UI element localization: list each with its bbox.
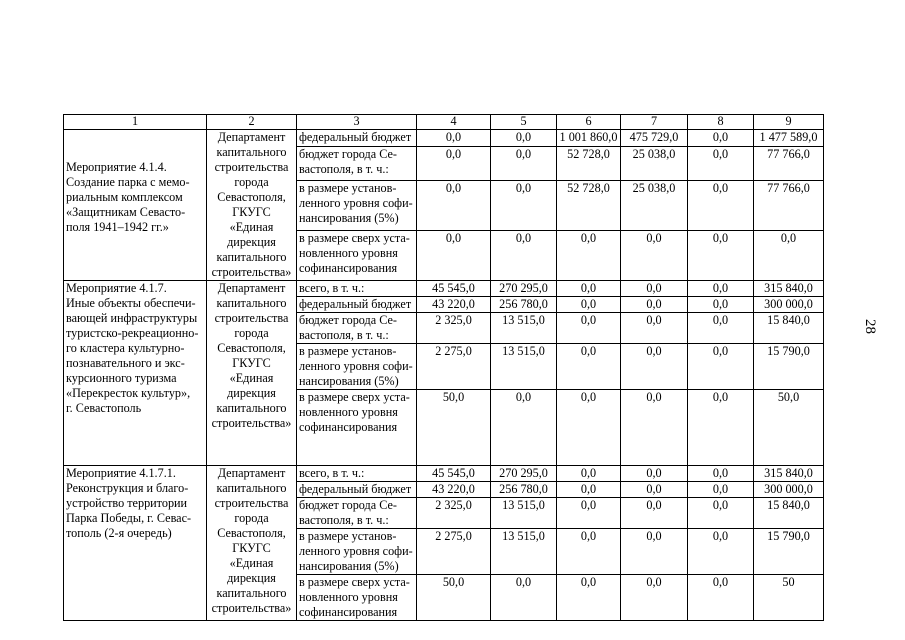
- department-line: ГКУГС «Единая: [229, 356, 274, 385]
- event-line: Мероприятие 4.1.7.: [66, 281, 167, 295]
- amount-cell: 52 728,0: [557, 147, 621, 181]
- amount-cell: 0,0: [688, 147, 754, 181]
- funding-source-line: бюджет города Се-: [299, 313, 397, 327]
- column-number: 5: [491, 115, 557, 130]
- department-line: Севастополя,: [217, 341, 286, 355]
- funding-source-line: новленного уровня: [299, 246, 398, 261]
- amount-cell: 0,0: [417, 181, 491, 231]
- funding-source-line: вастополя, в т. ч.:: [299, 328, 389, 342]
- event-line: го кластера культурно-: [66, 341, 185, 355]
- amount-cell: 15 790,0: [754, 344, 824, 390]
- amount-cell: 2 275,0: [417, 529, 491, 575]
- amount-cell: 256 780,0: [491, 482, 557, 498]
- amount-cell: 0,0: [557, 466, 621, 482]
- amount-cell: 0,0: [557, 281, 621, 297]
- department-line: Севастополя,: [217, 526, 286, 540]
- department-cell: [207, 130, 297, 281]
- amount-cell: 0,0: [621, 466, 688, 482]
- department-line: строительства: [214, 160, 289, 174]
- funding-source-cell: [297, 529, 417, 575]
- funding-source-cell: [297, 344, 417, 390]
- amount-cell: 50,0: [754, 390, 824, 466]
- amount-cell: 0,0: [621, 281, 688, 297]
- department-cell: [207, 466, 297, 621]
- column-number: 7: [621, 115, 688, 130]
- department-line: ГКУГС «Единая: [229, 205, 274, 234]
- department-line: капитального: [216, 586, 287, 600]
- event-line: тополь (2-я очередь): [66, 526, 172, 540]
- amount-cell: 15 840,0: [754, 498, 824, 529]
- funding-source-cell: [297, 281, 417, 297]
- amount-cell: 15 790,0: [754, 529, 824, 575]
- funding-source-cell: [297, 575, 417, 621]
- amount-cell: 0,0: [621, 297, 688, 313]
- amount-cell: 0,0: [688, 231, 754, 281]
- amount-cell: 45 545,0: [417, 466, 491, 482]
- amount-cell: 0,0: [557, 344, 621, 390]
- table-row: [64, 130, 824, 147]
- column-number: 4: [417, 115, 491, 130]
- amount-cell: 50,0: [417, 575, 491, 621]
- department-line: города: [234, 175, 269, 189]
- funding-source-cell: [297, 482, 417, 498]
- funding-source-cell: [297, 313, 417, 344]
- event-line: вающей инфраструктуры: [66, 311, 198, 325]
- amount-cell: 0,0: [417, 130, 491, 147]
- funding-source-cell: [297, 130, 417, 147]
- amount-cell: 0,0: [557, 482, 621, 498]
- funding-source-line: ленного уровня софи-: [299, 196, 413, 211]
- funding-source-line: в размере сверх уста-: [299, 231, 410, 246]
- amount-cell: 0,0: [557, 390, 621, 466]
- amount-cell: 0,0: [688, 130, 754, 147]
- event-line: Мероприятие 4.1.4.: [66, 160, 167, 174]
- amount-cell: 0,0: [621, 313, 688, 344]
- funding-source-line: бюджет города Се-: [299, 147, 397, 162]
- column-number: 2: [207, 115, 297, 130]
- amount-cell: 0,0: [491, 390, 557, 466]
- amount-cell: 13 515,0: [491, 529, 557, 575]
- department-line: строительства»: [211, 416, 292, 430]
- event-cell: [64, 466, 207, 621]
- event-cell: [64, 281, 207, 466]
- department-line: строительства: [214, 311, 289, 325]
- amount-cell: 0,0: [621, 482, 688, 498]
- department-line: Севастополя,: [217, 190, 286, 204]
- department-line: Департамент: [217, 130, 286, 144]
- page-number: 28: [862, 319, 878, 334]
- department-line: строительства»: [211, 601, 292, 615]
- amount-cell: 43 220,0: [417, 297, 491, 313]
- funding-source-line: новленного уровня: [299, 405, 398, 419]
- event-line: Реконструкция и благо-: [66, 481, 189, 495]
- amount-cell: 0,0: [621, 390, 688, 466]
- amount-cell: 0,0: [621, 498, 688, 529]
- column-number: 9: [754, 115, 824, 130]
- table-body: [64, 115, 824, 621]
- amount-cell: 0,0: [621, 575, 688, 621]
- funding-source-line: ленного уровня софи-: [299, 359, 413, 373]
- funding-source-line: федеральный бюджет: [299, 130, 412, 144]
- amount-cell: 45 545,0: [417, 281, 491, 297]
- amount-cell: 0,0: [491, 575, 557, 621]
- event-line: Иные объекты обеспечи-: [66, 296, 196, 310]
- column-number-row: [64, 115, 824, 130]
- amount-cell: 0,0: [557, 498, 621, 529]
- amount-cell: 0,0: [688, 390, 754, 466]
- amount-cell: 0,0: [688, 181, 754, 231]
- funding-source-line: ленного уровня софи-: [299, 544, 413, 558]
- funding-source-line: в размере сверх уста-: [299, 390, 410, 404]
- department-line: ГКУГС «Единая: [229, 541, 274, 570]
- funding-source-line: вастополя, в т. ч.:: [299, 162, 389, 177]
- funding-source-line: в размере установ-: [299, 529, 397, 543]
- amount-cell: 0,0: [688, 297, 754, 313]
- department-line: капитального: [216, 250, 287, 264]
- funding-source-cell: [297, 390, 417, 466]
- funding-source-cell: [297, 147, 417, 181]
- amount-cell: 315 840,0: [754, 466, 824, 482]
- event-line: Создание парка с мемо-: [66, 175, 190, 189]
- funding-source-cell: [297, 466, 417, 482]
- funding-source-line: софинансирования: [299, 420, 398, 434]
- department-line: капитального: [216, 401, 287, 415]
- amount-cell: 256 780,0: [491, 297, 557, 313]
- event-line: г. Севастополь: [66, 401, 142, 415]
- amount-cell: 0,0: [688, 575, 754, 621]
- amount-cell: 15 840,0: [754, 313, 824, 344]
- amount-cell: 0,0: [417, 231, 491, 281]
- amount-cell: 13 515,0: [491, 498, 557, 529]
- event-line: Мероприятие 4.1.7.1.: [66, 466, 176, 480]
- amount-cell: 1 477 589,0: [754, 130, 824, 147]
- amount-cell: 0,0: [557, 575, 621, 621]
- amount-cell: 0,0: [557, 529, 621, 575]
- amount-cell: 0,0: [621, 231, 688, 281]
- amount-cell: 25 038,0: [621, 181, 688, 231]
- amount-cell: 0,0: [688, 529, 754, 575]
- funding-source-cell: [297, 498, 417, 529]
- department-line: Департамент: [217, 466, 286, 480]
- amount-cell: 315 840,0: [754, 281, 824, 297]
- amount-cell: 50: [754, 575, 824, 621]
- funding-source-line: федеральный бюджет: [299, 482, 412, 496]
- funding-source-line: софинансирования: [299, 605, 398, 619]
- column-number: 6: [557, 115, 621, 130]
- amount-cell: 0,0: [688, 313, 754, 344]
- department-line: капитального: [216, 145, 287, 159]
- amount-cell: 2 275,0: [417, 344, 491, 390]
- amount-cell: 1 001 860,0: [557, 130, 621, 147]
- department-line: дирекция: [227, 235, 276, 249]
- column-number: 8: [688, 115, 754, 130]
- event-line: Парка Победы, г. Севас-: [66, 511, 192, 525]
- table-row: [64, 281, 824, 297]
- funding-source-line: нансирования (5%): [299, 559, 399, 573]
- funding-source-line: в размере установ-: [299, 344, 397, 358]
- amount-cell: 0,0: [688, 344, 754, 390]
- department-line: строительства: [214, 496, 289, 510]
- amount-cell: 0,0: [557, 297, 621, 313]
- amount-cell: 0,0: [417, 147, 491, 181]
- amount-cell: 43 220,0: [417, 482, 491, 498]
- amount-cell: 0,0: [754, 231, 824, 281]
- funding-source-line: в размере сверх уста-: [299, 575, 410, 589]
- event-line: познавательного и экс-: [66, 356, 185, 370]
- funding-source-line: федеральный бюджет: [299, 297, 412, 311]
- department-line: дирекция: [227, 571, 276, 585]
- amount-cell: 0,0: [557, 313, 621, 344]
- amount-cell: 0,0: [491, 231, 557, 281]
- amount-cell: 270 295,0: [491, 466, 557, 482]
- amount-cell: 0,0: [491, 147, 557, 181]
- amount-cell: 77 766,0: [754, 147, 824, 181]
- amount-cell: 0,0: [557, 231, 621, 281]
- amount-cell: 13 515,0: [491, 313, 557, 344]
- department-line: капитального: [216, 481, 287, 495]
- funding-table: [63, 114, 824, 621]
- funding-source-line: нансирования (5%): [299, 211, 399, 226]
- amount-cell: 0,0: [621, 529, 688, 575]
- event-line: «Перекресток культур»,: [66, 386, 191, 400]
- event-line: туристско-рекреационно-: [66, 326, 199, 340]
- department-line: дирекция: [227, 386, 276, 400]
- column-number: 3: [297, 115, 417, 130]
- department-line: Департамент: [217, 281, 286, 295]
- amount-cell: 300 000,0: [754, 297, 824, 313]
- funding-source-line: софинансирования: [299, 261, 398, 276]
- funding-source-line: в размере установ-: [299, 181, 397, 196]
- amount-cell: 0,0: [491, 130, 557, 147]
- amount-cell: 0,0: [621, 344, 688, 390]
- funding-source-line: новленного уровня: [299, 590, 398, 604]
- amount-cell: 50,0: [417, 390, 491, 466]
- amount-cell: 2 325,0: [417, 498, 491, 529]
- amount-cell: 52 728,0: [557, 181, 621, 231]
- funding-source-line: всего, в т. ч.:: [299, 281, 365, 295]
- amount-cell: 77 766,0: [754, 181, 824, 231]
- amount-cell: 475 729,0: [621, 130, 688, 147]
- amount-cell: 0,0: [688, 498, 754, 529]
- funding-source-cell: [297, 231, 417, 281]
- amount-cell: 0,0: [688, 482, 754, 498]
- amount-cell: 0,0: [688, 281, 754, 297]
- amount-cell: 2 325,0: [417, 313, 491, 344]
- funding-source-cell: [297, 297, 417, 313]
- amount-cell: 270 295,0: [491, 281, 557, 297]
- table-row: [64, 466, 824, 482]
- funding-source-line: нансирования (5%): [299, 374, 399, 388]
- funding-source-line: бюджет города Се-: [299, 498, 397, 512]
- amount-cell: 13 515,0: [491, 344, 557, 390]
- amount-cell: 300 000,0: [754, 482, 824, 498]
- funding-source-cell: [297, 181, 417, 231]
- amount-cell: 0,0: [491, 181, 557, 231]
- event-line: риальным комплексом: [66, 190, 183, 204]
- department-line: города: [234, 326, 269, 340]
- department-line: капитального: [216, 296, 287, 310]
- amount-cell: 25 038,0: [621, 147, 688, 181]
- department-cell: [207, 281, 297, 466]
- amount-cell: 0,0: [688, 466, 754, 482]
- funding-source-line: всего, в т. ч.:: [299, 466, 365, 480]
- event-line: поля 1941–1942 гг.»: [66, 220, 169, 234]
- event-line: устройство территории: [66, 496, 188, 510]
- department-line: строительства»: [211, 265, 292, 279]
- event-line: «Защитникам Севасто-: [66, 205, 186, 219]
- column-number: 1: [64, 115, 207, 130]
- funding-source-line: вастополя, в т. ч.:: [299, 513, 389, 527]
- event-line: курсионного туризма: [66, 371, 177, 385]
- event-cell: [64, 130, 207, 281]
- department-line: города: [234, 511, 269, 525]
